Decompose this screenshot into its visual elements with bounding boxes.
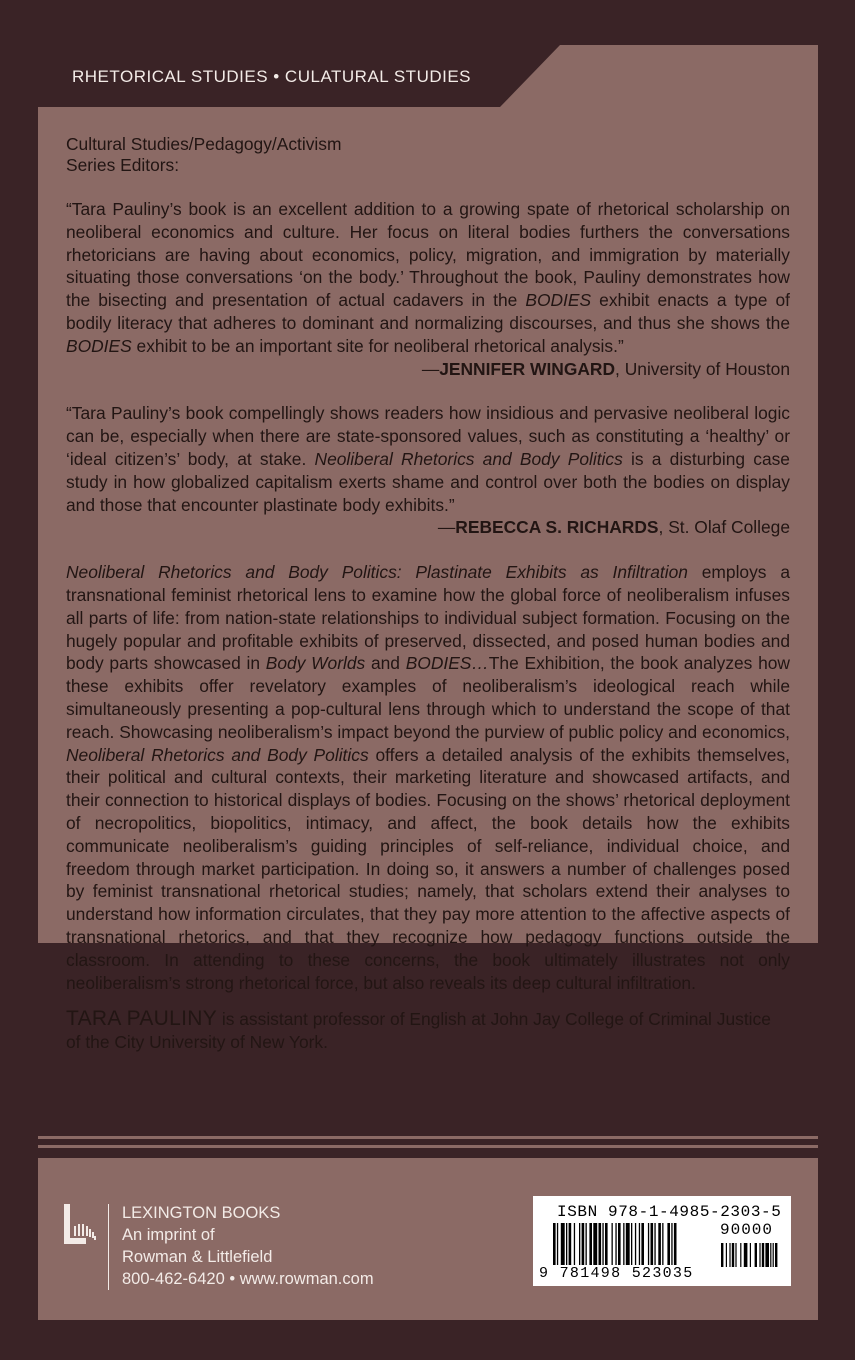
divider-rule bbox=[38, 1136, 818, 1139]
barcode-bar bbox=[602, 1223, 603, 1267]
barcode-bar bbox=[651, 1223, 654, 1267]
barcode-bar bbox=[773, 1243, 774, 1267]
publisher-contact: 800-462-6420 • www.rowman.com bbox=[122, 1270, 374, 1288]
publisher-panel bbox=[38, 1158, 818, 1320]
barcode-bar bbox=[612, 1223, 613, 1267]
barcode-bar bbox=[641, 1223, 644, 1267]
barcode-bar bbox=[557, 1223, 558, 1267]
barcode-bar bbox=[750, 1243, 751, 1267]
barcode-bar bbox=[648, 1223, 649, 1267]
series-info bbox=[66, 134, 790, 176]
barcode-bar bbox=[759, 1243, 760, 1267]
barcode-bar bbox=[775, 1243, 777, 1267]
barcode-bar bbox=[623, 1223, 624, 1267]
barcode-bar bbox=[662, 1223, 663, 1267]
barcode-bar bbox=[635, 1223, 636, 1267]
back-cover-panel bbox=[38, 45, 818, 1053]
author-bio-text: is assistant professor of English at John Jay College of Criminal Justice of the City University of New York. bbox=[66, 1009, 771, 1053]
barcode-bar bbox=[561, 1223, 565, 1267]
series-editors-label: Series Editors: bbox=[66, 155, 180, 175]
barcode-bar bbox=[740, 1243, 741, 1267]
series-title: Cultural Studies/Pedagogy/Activism bbox=[66, 134, 342, 154]
author-name: TARA PAULINY bbox=[66, 1007, 218, 1031]
lexington-books-logo-icon bbox=[64, 1202, 100, 1254]
barcode-bar bbox=[569, 1223, 572, 1267]
barcode-bar bbox=[671, 1223, 672, 1267]
barcode-bar bbox=[589, 1223, 592, 1267]
barcode-bar bbox=[639, 1223, 640, 1267]
barcode-bar bbox=[631, 1223, 632, 1267]
barcode-bar bbox=[770, 1243, 771, 1267]
isbn-barcode bbox=[533, 1196, 791, 1286]
barcode-bar bbox=[593, 1223, 597, 1267]
barcode-bar bbox=[582, 1223, 585, 1267]
endorsement-attribution-2: —REBECCA S. RICHARDS, St. Olaf College bbox=[437, 517, 790, 538]
endorser-name: JENNIFER WINGARD bbox=[439, 358, 616, 379]
banner-text: RHETORICAL STUDIES • CULATURAL STUDIES bbox=[72, 67, 472, 86]
endorser-name: REBECCA S. RICHARDS bbox=[455, 517, 659, 538]
barcode-bar bbox=[574, 1223, 575, 1267]
barcode-bar bbox=[658, 1223, 661, 1267]
barcode-bar bbox=[626, 1223, 630, 1267]
barcode-bar bbox=[735, 1243, 736, 1267]
barcode-bar bbox=[729, 1243, 730, 1267]
barcode-bar bbox=[605, 1223, 608, 1267]
barcode-bar bbox=[579, 1223, 580, 1267]
author-bio bbox=[66, 1008, 790, 1054]
price-code: 90000 bbox=[720, 1221, 774, 1239]
barcode-bar bbox=[615, 1223, 616, 1267]
barcode-bar bbox=[765, 1243, 769, 1267]
publisher-name: LEXINGTON BOOKS bbox=[122, 1204, 281, 1222]
publisher-divider bbox=[108, 1204, 109, 1290]
endorsement-quote-1: “Tara Pauliny’s book is an excellent addition to a growing spate of rhetorical scholarship on neoliberal economics and culture. Her focus on literal bodies furthers the conversations rhetoricians are having about economics, policy, migration, and immigration by materially situating those conversations ‘on the body.’ Throughout the book, Pauliny demonstrates how the bisecting and presentation of actual cadavers in the BODIES exhibit enacts a type of bodily literacy that adheres to dominant and normalizing discourses, and thus she shows the BODIES exhibit to be an important site for neoliberal rhetorical analysis.” bbox=[66, 199, 791, 356]
barcode-bar bbox=[726, 1243, 727, 1267]
barcode-bar bbox=[654, 1223, 655, 1267]
barcode-bar bbox=[755, 1243, 757, 1267]
endorser-affiliation: , St. Olaf College bbox=[658, 517, 790, 538]
endorser-affiliation: , University of Houston bbox=[615, 358, 790, 379]
barcode-bar bbox=[744, 1243, 748, 1267]
publisher-parent: Rowman & Littlefield bbox=[122, 1248, 273, 1266]
barcode-bar bbox=[762, 1243, 764, 1267]
barcode-bar bbox=[586, 1223, 587, 1267]
barcode-bar bbox=[667, 1223, 670, 1267]
isbn-text: ISBN 978-1-4985-2303-5 bbox=[557, 1203, 782, 1221]
publisher-imprint-line: An imprint of bbox=[122, 1226, 215, 1244]
series-banner bbox=[38, 45, 818, 107]
barcode-bar bbox=[599, 1223, 602, 1267]
barcode-bar bbox=[721, 1243, 723, 1267]
barcode-bar bbox=[618, 1223, 621, 1267]
ean-number: 9 781498 523035 bbox=[539, 1265, 694, 1282]
publisher-info bbox=[122, 1202, 374, 1290]
endorsement-quote-2: “Tara Pauliny’s book compellingly shows readers how insidious and pervasive neoliberal logic can be, especially when there are state-sponsored values, such as constituting a ‘healthy’ or ‘ideal citizen’s’ body, at stake. Neoliberal Rhetorics and Body Politics is a disturbing case study in how globalized capitalism exerts shame and control over both the bodies on display and those that encounter plastinate body exhibits.” bbox=[66, 403, 790, 515]
barcode-bar bbox=[732, 1243, 734, 1267]
divider-rule bbox=[38, 1145, 818, 1148]
barcode-bar bbox=[674, 1223, 677, 1267]
endorsement-attribution-1: —JENNIFER WINGARD, University of Houston bbox=[421, 358, 790, 379]
book-description: Neoliberal Rhetorics and Body Politics: Plastinate Exhibits as Infiltration employs a transnational feminist rhetorical lens to examine how the global force of neoliberalism infuses all parts of life: from nation-state relationships to individual subject formation. Focusing on the hugely popular and profitable exhibits of preserved, dissected, and posed human bodies and body parts showcased in Body Worlds and BODIES…The Exhibition, the book analyzes how these exhibits offer revelatory examples of neoliberalism’s ideological reach while simultaneously presenting a pop-cultural lens through which to understand the scope of that reach. Showcasing neoliberalism’s impact beyond the purview of public policy and economics, Neoliberal Rhetorics and Body Politics offers a detailed analysis of the exhibits themselves, their political and cultural contexts, their marketing literature and showcased artifacts, and their connection to historical displays of bodies. Focusing on the shows’ rhetorical deployment of necropolitics, biopolitics, intimacy, and affect, the book details how the exhibits communicate neoliberalism’s guiding principles of self-reliance, individual choice, and freedom through market participation. In doing so, it answers a number of challenges posed by feminist transnational rhetorical studies; namely, that scholars extend their analyses to understand how information circulates, that they pay more attention to the affective aspects of transnational rhetorics, and that they recognize how pedagogy functions outside the classroom. In attending to these concerns, the book ultimately illustrates not only neoliberalism’s strong rhetorical force, but also reveals its deep cultural infiltration. bbox=[66, 562, 790, 993]
barcode-bar bbox=[566, 1223, 567, 1267]
barcode-bar bbox=[553, 1223, 556, 1267]
cover-content bbox=[66, 134, 790, 1054]
